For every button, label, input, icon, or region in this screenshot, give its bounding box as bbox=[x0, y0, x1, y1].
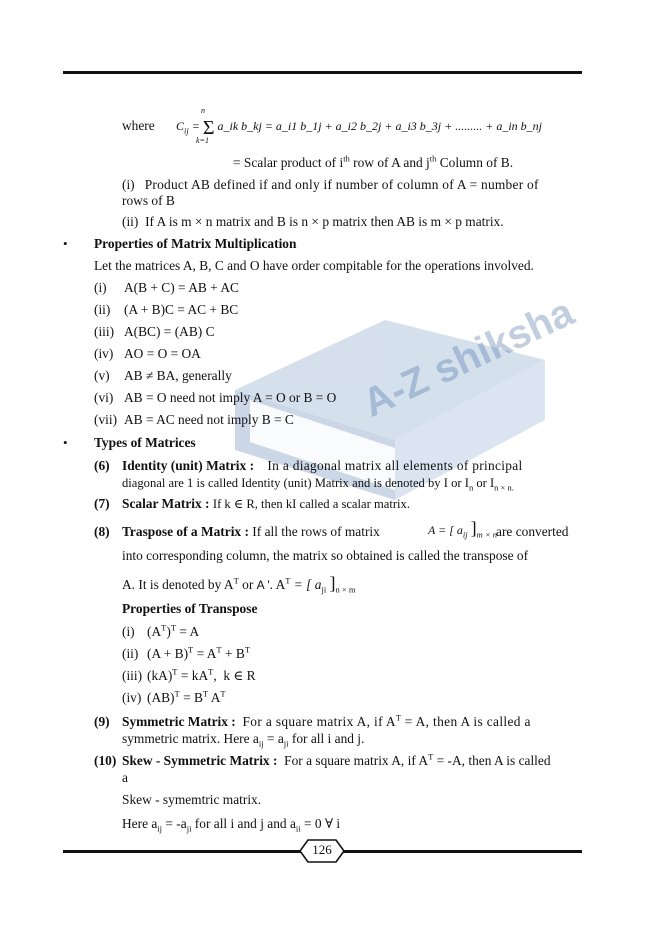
sum-upper-limit: n bbox=[201, 106, 205, 115]
type-10-cont: a bbox=[122, 770, 128, 785]
prop-item: (vii) AB = AC need not imply B = C bbox=[94, 412, 294, 427]
type-9-cont: symmetric matrix. Here $a_{ij} = a_{ji}$ for all i and j. bbox=[122, 731, 365, 749]
prop-item: (vi) AB = O need not imply A = O or B = O bbox=[94, 390, 337, 405]
type-7-number: (7) bbox=[94, 496, 110, 511]
type-10-skew: Skew - symemtric matrix. bbox=[122, 792, 262, 807]
transpose-prop: (iv) $(AB)^T = B^T$ $A^T$ bbox=[122, 688, 226, 705]
type-8-denoted: A. It is denoted by $A^T$ or A '. $A^T$ = [ $a_{ji}$ ]$_{n \times m}$ bbox=[122, 573, 356, 595]
sum-lower-limit: k=1 bbox=[196, 136, 209, 145]
watermark-text: A-Z shiksha bbox=[356, 289, 581, 426]
note-1-cont: rows of B bbox=[122, 193, 175, 208]
prop-item: (iii) A(BC) = (AB) C bbox=[94, 324, 215, 339]
prop-item: (v) AB ≠ BA, generally bbox=[94, 368, 232, 383]
prop-item: (i) A(B + C) = AB + AC bbox=[94, 280, 239, 295]
type-9-number: (9) bbox=[94, 714, 110, 729]
type-8-line-end: are converted bbox=[496, 524, 569, 539]
type-9-line: Symmetric Matrix : For a square matrix A, if $A^T = A$, then A is called a bbox=[122, 712, 531, 729]
heading-properties-transpose: Properties of Transpose bbox=[122, 601, 258, 616]
type-8-line: Traspose of a Matrix : If all the rows of matrix bbox=[122, 524, 380, 539]
scalar-product-line: = Scalar product of $i^{th}$ row of A and $j^{th}$ Column of B. bbox=[233, 153, 514, 170]
type-8-cont: into corresponding column, the matrix so obtained is called the transpose of bbox=[122, 548, 529, 563]
type-6-cont: diagonal are 1 is called Identity (unit) Matrix and is denoted by I or $I_n$ or $I_{n \times n.}$ bbox=[122, 476, 514, 493]
note-2: (ii) If A is m × n matrix and B is n × p matrix then AB is m × p matrix. bbox=[122, 214, 504, 229]
type-7-line: Scalar Matrix : If k ∈ R, then kI called a scalar matrix. bbox=[122, 496, 410, 511]
transpose-prop: (iii) $(kA)^T = kA^T$, k ∈ R bbox=[122, 666, 256, 683]
top-rule bbox=[63, 71, 582, 74]
type-10-line: Skew - Symmetric Matrix : For a square matrix A, if $A^T = -A$, then A is called bbox=[122, 751, 551, 768]
prop-item: (iv) AO = O = OA bbox=[94, 346, 201, 361]
page-number: 126 bbox=[312, 842, 332, 857]
formula-line: where bbox=[122, 118, 155, 133]
note-1: (i) Product AB defined if and only if number of column of A = number of bbox=[122, 177, 539, 192]
type-8-number: (8) bbox=[94, 524, 110, 539]
properties-intro: Let the matrices A, B, C and O have order compitable for the operations involved. bbox=[94, 258, 534, 273]
heading-types-of-matrices: Types of Matrices bbox=[94, 435, 196, 450]
type-10-number: (10) bbox=[94, 753, 117, 768]
bullet: • bbox=[63, 435, 68, 450]
type-6-line: Identity (unit) Matrix : In a diagonal matrix all elements of principal bbox=[122, 458, 523, 473]
prop-item: (ii) (A + B)C = AC + BC bbox=[94, 302, 239, 317]
type-8-matrix: A = [ $a_{ij}$ ]$_{m \times n}$ bbox=[428, 518, 497, 540]
type-6-number: (6) bbox=[94, 458, 110, 473]
formula-expression: $C_{ij} = \Sigma$ a_ik b_kj = a_i1 b_1j + a_i2 b_2j + a_i3 b_3j + ......... + a_in b_nj bbox=[176, 117, 542, 139]
transpose-prop: (i) $(A^T)^T = A$ bbox=[122, 622, 200, 639]
bullet: • bbox=[63, 236, 68, 251]
transpose-prop: (ii) $(A + B)^T = A^T + B^T$ bbox=[122, 644, 251, 661]
heading-properties-multiplication: Properties of Matrix Multiplication bbox=[94, 236, 297, 251]
type-10-here: Here $a_{ij} = -a_{ji}$ for all i and j and $a_{ii} = 0$ ∀ i bbox=[122, 816, 341, 834]
